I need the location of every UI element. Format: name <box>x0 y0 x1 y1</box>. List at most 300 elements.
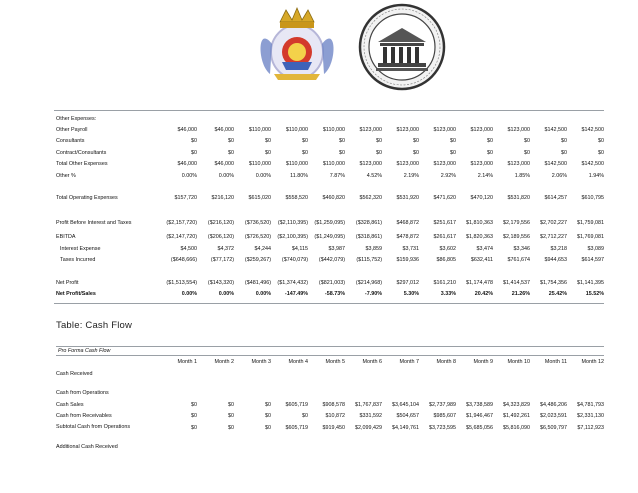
cell-value <box>456 388 493 400</box>
cell-value: $123,000 <box>507 161 530 168</box>
cell-value <box>456 181 493 192</box>
cell-value: $2,179,556 <box>503 220 530 227</box>
cell-value <box>308 113 345 124</box>
cell-value <box>197 368 234 380</box>
cell-value: 0.00% <box>218 290 234 297</box>
cell-value: 0.00% <box>218 172 234 179</box>
cell-value <box>197 113 234 124</box>
cell-value: $2,189,556 <box>503 234 530 241</box>
cell-value: $110,000 <box>322 161 345 168</box>
cell-value <box>567 368 604 380</box>
cell-value <box>345 388 382 400</box>
cell-value: $471,620 <box>433 195 456 202</box>
spacer-row <box>56 380 604 388</box>
cell-value: ($143,320) <box>207 279 234 286</box>
cell-value: 2.92% <box>440 172 456 179</box>
cell-value: $86,805 <box>436 257 456 264</box>
cell-value: $0 <box>191 149 197 156</box>
cell-value <box>567 204 604 215</box>
cash-flow-section-title: Table: Cash Flow <box>56 320 133 331</box>
row-label: Cash Received <box>56 370 93 377</box>
cell-value: $142,500 <box>544 161 567 168</box>
cell-value: $3,738,589 <box>466 401 493 408</box>
cell-value: $944,653 <box>544 257 567 264</box>
cell-value: ($442,079) <box>318 257 345 264</box>
cell-value: $1,141,395 <box>577 279 604 286</box>
cell-value: $123,000 <box>359 127 382 134</box>
cell-value: $3,474 <box>476 245 493 252</box>
cell-value: $2,099,429 <box>355 424 382 431</box>
cell-value: $5,685,056 <box>466 424 493 431</box>
row-label: Cash from Receivables <box>56 413 112 420</box>
cell-value: $761,674 <box>507 257 530 264</box>
cell-value <box>419 388 456 400</box>
cell-value <box>308 434 345 442</box>
cell-value <box>271 368 308 380</box>
cell-value: $0 <box>302 149 308 156</box>
cell-value: $297,012 <box>396 279 419 286</box>
cell-value <box>271 181 308 192</box>
cell-value: $0 <box>228 401 234 408</box>
cell-value <box>345 434 382 442</box>
cell-value: $0 <box>228 138 234 145</box>
cell-value <box>493 388 530 400</box>
cell-value: $1,946,467 <box>466 413 493 420</box>
cell-value <box>197 380 234 388</box>
cell-value <box>567 434 604 442</box>
cell-value: 0.00% <box>181 290 197 297</box>
cell-value: $0 <box>191 138 197 145</box>
cell-value <box>234 113 271 124</box>
row-label: Total Operating Expenses <box>56 195 118 202</box>
cell-value: $110,000 <box>285 127 308 134</box>
cell-value <box>197 204 234 215</box>
row-label: Profit Before Interest and Taxes <box>56 219 132 226</box>
cell-value <box>382 204 419 215</box>
table-row <box>56 422 604 434</box>
cell-value: $4,244 <box>254 245 271 252</box>
cell-value: $331,592 <box>359 413 382 420</box>
cell-value: $3,859 <box>365 245 382 252</box>
cell-value: ($115,752) <box>356 257 382 264</box>
cell-value <box>308 368 345 380</box>
cell-value: $3,602 <box>439 245 456 252</box>
month-header: Month 5 <box>325 359 345 365</box>
spacer-row <box>56 266 604 277</box>
cell-value: $0 <box>265 138 271 145</box>
row-label <box>56 266 160 277</box>
cell-value <box>419 266 456 277</box>
cell-value <box>493 434 530 442</box>
cell-value: $4,149,761 <box>392 424 419 431</box>
cell-value <box>345 266 382 277</box>
cell-value: $2,737,989 <box>429 401 456 408</box>
cell-value: $123,000 <box>470 161 493 168</box>
cell-value: $46,000 <box>214 127 234 134</box>
cell-value: $1,492,261 <box>503 413 530 420</box>
cell-value: $562,320 <box>359 195 382 202</box>
cell-value: $1,810,363 <box>466 220 493 227</box>
cell-value <box>382 181 419 192</box>
cell-value <box>197 181 234 192</box>
cell-value: $470,120 <box>470 195 493 202</box>
cell-value: $161,210 <box>433 279 456 286</box>
cell-value <box>160 368 197 380</box>
cell-value: $216,120 <box>211 195 234 202</box>
bottom-divider <box>54 303 604 304</box>
row-label <box>56 181 160 192</box>
cell-value <box>530 266 567 277</box>
cell-value <box>271 266 308 277</box>
cell-value <box>308 442 345 454</box>
cell-value: $1,767,837 <box>355 401 382 408</box>
row-label: Subtotal Cash from Operations <box>56 424 131 431</box>
cell-value: 0.00% <box>181 172 197 179</box>
cell-value: $157,720 <box>174 195 197 202</box>
cell-value <box>160 204 197 215</box>
cell-value: ($2,157,720) <box>166 220 197 227</box>
cell-value: $110,000 <box>248 161 271 168</box>
row-label: Total Other Expenses <box>56 161 108 168</box>
month-header-row <box>56 356 604 368</box>
cell-value: $460,820 <box>322 195 345 202</box>
cell-value: ($2,110,395) <box>277 220 308 227</box>
cell-value: $610,795 <box>581 195 604 202</box>
cell-value <box>382 266 419 277</box>
table-row <box>56 368 604 380</box>
cell-value <box>234 434 271 442</box>
cell-value: $123,000 <box>507 127 530 134</box>
cell-value: ($740,079) <box>281 257 308 264</box>
row-label <box>56 434 160 442</box>
cell-value <box>419 434 456 442</box>
cell-value: $605,719 <box>285 401 308 408</box>
cell-value <box>456 368 493 380</box>
cell-value: ($328,861) <box>355 220 382 227</box>
cell-value <box>382 380 419 388</box>
cell-value: $1,759,081 <box>577 220 604 227</box>
cell-value: $0 <box>302 413 308 420</box>
table-row <box>56 147 604 158</box>
cell-value <box>419 204 456 215</box>
cell-value: $531,920 <box>396 195 419 202</box>
cell-value: $4,372 <box>217 245 234 252</box>
month-header: Month 4 <box>288 359 308 365</box>
cell-value: ($1,513,554) <box>166 279 197 286</box>
cell-value: $110,000 <box>322 127 345 134</box>
cell-value <box>419 380 456 388</box>
cell-value <box>493 266 530 277</box>
month-header: Month 8 <box>436 359 456 365</box>
cell-value: $4,115 <box>291 245 308 252</box>
cell-value: ($1,249,095) <box>314 234 345 241</box>
cell-value: $0 <box>228 149 234 156</box>
cell-value: $251,617 <box>433 220 456 227</box>
cell-value: $2,712,227 <box>540 234 567 241</box>
cell-value: $261,617 <box>433 234 456 241</box>
cell-value <box>456 266 493 277</box>
cell-value: $615,020 <box>248 195 271 202</box>
cell-value: 5.30% <box>403 290 419 297</box>
cell-value: $919,450 <box>322 424 345 431</box>
cell-value <box>160 181 197 192</box>
cell-value <box>456 434 493 442</box>
cash-flow-caption-bar <box>56 346 604 356</box>
cell-value: 0.00% <box>255 172 271 179</box>
cell-value <box>567 113 604 124</box>
cell-value: $531,820 <box>507 195 530 202</box>
cell-value: $4,781,793 <box>577 401 604 408</box>
cell-value <box>234 266 271 277</box>
table-row <box>56 243 604 254</box>
cell-value: $0 <box>598 149 604 156</box>
cell-value <box>308 204 345 215</box>
cell-value: $908,578 <box>322 401 345 408</box>
cell-value: ($2,100,395) <box>277 234 308 241</box>
cell-value: $46,000 <box>214 161 234 168</box>
cell-value: $504,657 <box>396 413 419 420</box>
row-label: Interest Expense <box>60 245 101 252</box>
cell-value: $0 <box>265 149 271 156</box>
row-label: Additional Cash Received <box>56 444 118 451</box>
cell-value <box>493 113 530 124</box>
cell-value: $468,872 <box>396 220 419 227</box>
row-label: EBITDA <box>56 234 76 241</box>
cell-value: ($259,267) <box>244 257 271 264</box>
cell-value: $2,331,130 <box>577 413 604 420</box>
header-logos <box>0 0 638 96</box>
cell-value: 2.06% <box>551 172 567 179</box>
cell-value: -58.73% <box>324 290 345 297</box>
cell-value <box>308 266 345 277</box>
row-label: Contract/Consultants <box>56 149 107 156</box>
cell-value <box>160 380 197 388</box>
cell-value: -147.49% <box>284 290 308 297</box>
cell-value: $0 <box>376 138 382 145</box>
row-label <box>56 204 160 215</box>
cell-value: $6,509,797 <box>540 424 567 431</box>
cell-value: $985,607 <box>433 413 456 420</box>
cell-value: $1,414,537 <box>503 279 530 286</box>
cell-value: $0 <box>265 401 271 408</box>
crest-logo-icon <box>252 4 342 86</box>
spacer-row <box>56 434 604 442</box>
cell-value <box>345 380 382 388</box>
cell-value: 2.14% <box>477 172 493 179</box>
cell-value: $558,520 <box>285 195 308 202</box>
cell-value: $614,257 <box>544 195 567 202</box>
cell-value: $3,089 <box>587 245 604 252</box>
table-row <box>56 113 604 124</box>
row-label: Taxes Incurred <box>60 257 96 264</box>
cell-value <box>308 380 345 388</box>
table-row <box>56 232 604 243</box>
cell-value <box>530 442 567 454</box>
bank-seal-icon <box>352 2 452 92</box>
cell-value: $0 <box>265 413 271 420</box>
table-row <box>56 288 604 299</box>
cell-value: $10,872 <box>325 413 345 420</box>
cell-value <box>160 442 197 454</box>
cell-value <box>345 204 382 215</box>
cell-value: 11.80% <box>290 172 308 179</box>
cell-value: ($648,666) <box>170 257 197 264</box>
cell-value: 7.87% <box>329 172 345 179</box>
cell-value: $0 <box>413 149 419 156</box>
month-header: Month 10 <box>507 359 530 365</box>
cell-value <box>271 442 308 454</box>
cell-value <box>345 442 382 454</box>
table-row <box>56 388 604 400</box>
cell-value: ($726,520) <box>244 234 271 241</box>
cell-value <box>197 434 234 442</box>
cell-value: ($77,172) <box>210 257 234 264</box>
cell-value <box>234 368 271 380</box>
cell-value: $4,500 <box>180 245 197 252</box>
cell-value <box>530 434 567 442</box>
cell-value <box>419 442 456 454</box>
cell-value: $159,936 <box>396 257 419 264</box>
month-header: Month 6 <box>362 359 382 365</box>
cell-value: 2.19% <box>403 172 419 179</box>
month-header: Month 1 <box>177 359 197 365</box>
cell-value: $142,500 <box>544 127 567 134</box>
cell-value <box>382 442 419 454</box>
cell-value <box>456 204 493 215</box>
cell-value: $0 <box>561 138 567 145</box>
month-header: Month 3 <box>251 359 271 365</box>
table-row <box>56 215 604 232</box>
cell-value <box>160 113 197 124</box>
cell-value <box>234 442 271 454</box>
cell-value: $2,702,227 <box>540 220 567 227</box>
cell-value: $1,769,081 <box>577 234 604 241</box>
cell-value: 25.42% <box>548 290 567 297</box>
cell-value: $0 <box>191 413 197 420</box>
table-row <box>56 442 604 454</box>
cell-value: $0 <box>413 138 419 145</box>
cell-value <box>271 380 308 388</box>
cell-value: $2,023,591 <box>540 413 567 420</box>
row-label: Other Payroll <box>56 127 88 134</box>
cell-value: $632,411 <box>470 257 493 264</box>
cell-value: $0 <box>487 149 493 156</box>
cell-value: $3,346 <box>513 245 530 252</box>
cell-value: $0 <box>487 138 493 145</box>
cell-value <box>567 380 604 388</box>
cell-value <box>530 380 567 388</box>
cell-value: 3.33% <box>440 290 456 297</box>
cell-value <box>345 113 382 124</box>
month-header: Month 12 <box>581 359 604 365</box>
cell-value: $0 <box>450 138 456 145</box>
cell-value <box>530 181 567 192</box>
table-row <box>56 411 604 423</box>
cell-value <box>382 113 419 124</box>
cell-value: $0 <box>228 424 234 431</box>
cell-value: $3,723,595 <box>429 424 456 431</box>
cell-value <box>530 368 567 380</box>
cell-value: -7.90% <box>364 290 382 297</box>
row-label: Net Profit/Sales <box>56 290 96 297</box>
cell-value <box>567 442 604 454</box>
cell-value: 21.26% <box>511 290 530 297</box>
cell-value: $1,820,363 <box>466 234 493 241</box>
cell-value: $1,754,356 <box>540 279 567 286</box>
cell-value: $0 <box>524 138 530 145</box>
row-label: Other Expenses: <box>56 115 97 122</box>
cell-value: $3,218 <box>550 245 567 252</box>
cell-value: $46,000 <box>177 161 197 168</box>
cell-value: $142,500 <box>581 127 604 134</box>
cell-value: 15.52% <box>585 290 604 297</box>
cell-value <box>567 388 604 400</box>
cell-value <box>234 204 271 215</box>
cell-value <box>382 388 419 400</box>
cell-value <box>197 388 234 400</box>
cell-value: $605,719 <box>285 424 308 431</box>
cell-value: $0 <box>524 149 530 156</box>
cell-value <box>271 204 308 215</box>
cell-value <box>345 181 382 192</box>
cell-value: 20.42% <box>474 290 493 297</box>
cell-value: $3,645,104 <box>392 401 419 408</box>
cell-value <box>234 388 271 400</box>
cell-value <box>419 368 456 380</box>
cell-value <box>345 368 382 380</box>
top-divider <box>54 110 604 111</box>
cell-value: $0 <box>339 138 345 145</box>
cell-value: $0 <box>561 149 567 156</box>
cell-value <box>456 380 493 388</box>
spacer-row <box>56 181 604 192</box>
table-row <box>56 255 604 266</box>
cell-value <box>271 113 308 124</box>
cell-value <box>234 181 271 192</box>
cell-value <box>530 113 567 124</box>
cell-value: $3,731 <box>402 245 419 252</box>
table-row <box>56 192 604 203</box>
cell-value: ($206,120) <box>207 234 234 241</box>
cell-value <box>160 388 197 400</box>
cell-value: $0 <box>339 149 345 156</box>
cell-value <box>567 181 604 192</box>
row-label <box>56 380 160 388</box>
cell-value: $123,000 <box>433 161 456 168</box>
row-label: Consultants <box>56 138 85 145</box>
cell-value: $478,872 <box>396 234 419 241</box>
cell-value: $5,816,090 <box>503 424 530 431</box>
month-header: Month 2 <box>214 359 234 365</box>
cell-value <box>493 442 530 454</box>
cash-flow-table <box>56 356 604 453</box>
cell-value <box>456 113 493 124</box>
cell-value: $123,000 <box>433 127 456 134</box>
cell-value <box>234 380 271 388</box>
cell-value: $123,000 <box>470 127 493 134</box>
cell-value <box>308 388 345 400</box>
cell-value: $110,000 <box>248 127 271 134</box>
cell-value: $0 <box>598 138 604 145</box>
cell-value: $3,987 <box>328 245 345 252</box>
month-header: Month 9 <box>473 359 493 365</box>
cell-value <box>382 434 419 442</box>
month-header: Month 11 <box>544 359 567 365</box>
cell-value: $614,597 <box>581 257 604 264</box>
row-label: Net Profit <box>56 279 79 286</box>
cell-value <box>567 266 604 277</box>
cell-value <box>160 434 197 442</box>
